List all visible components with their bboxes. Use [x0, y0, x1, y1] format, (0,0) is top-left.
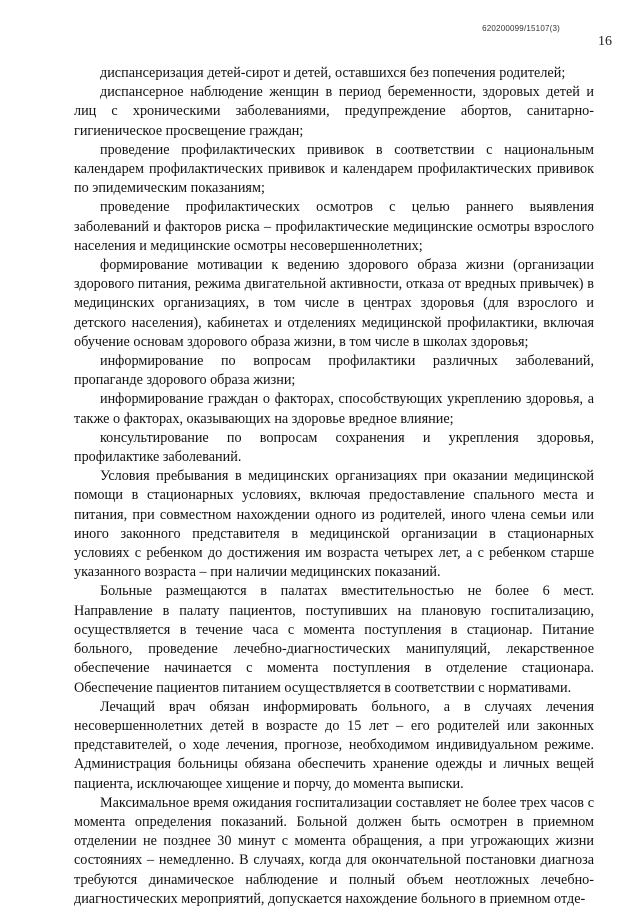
paragraph: формирование мотивации к ведению здорового образа жизни (организации здорового питания, режима двигательной активности, отказа от вредных привычек) в медицинских организациях, в том числе в центрах здоровья (для взрослого и детского населения), кабинетах и отделениях медицинской профилактики, включая обучение основам здорового образа жизни, в том числе в школах здоровья; [74, 257, 594, 350]
paragraph: диспансерное наблюдение женщин в период беременности, здоровых детей и лиц с хроническими заболеваниями, предупреждение абортов, санитарно-гигиеническое просвещение граждан; [74, 84, 594, 139]
paragraph: проведение профилактических осмотров с целью раннего выявления заболеваний и факторов риска – профилактические медицинские осмотры взрослого населения и медицинские осмотры несовершеннолетних; [74, 199, 594, 254]
paragraph: информирование по вопросам профилактики различных заболеваний, пропаганде здорового образа жизни; [74, 353, 594, 389]
paragraph: консультирование по вопросам сохранения и укрепления здоровья, профилактике заболеваний. [74, 429, 594, 466]
paragraph: проведение профилактических прививок в соответствии с национальным календарем профилактических прививок и календарем профилактических прививок по эпидемическим показаниям; [74, 141, 594, 197]
page-number: 16 [598, 34, 612, 49]
paragraph: Больные размещаются в палатах вместительностью не более 6 мест. Направление в палату пациентов, поступивших на плановую госпитализацию, осуществляется в течение часа с момента поступления в стационар. Питание больного, проведение лечебно-диагностических манипуляций, лекарственное обеспечение начинается с момента поступления в отделение стационара. Обеспечение пациентов питанием осуществляется в соответствии с нормативами. [74, 583, 594, 696]
paragraph: Условия пребывания в медицинских организациях при оказании медицинской помощи в стационарных условиях, включая предоставление спального места и питания, при совместном нахождении одного из родителей, иного члена семьи или иного законного представителя в медицинской организации в стационарных условиях с ребенком до достижения им возраста четырех лет, а с ребенком старше указанного возраста – при наличии медицинских показаний. [74, 468, 594, 581]
paragraph: Максимальное время ожидания госпитализации составляет не более трех часов с момента определения показаний. Больной должен быть осмотрен в приемном отделении не позднее 30 минут с момента обращения, а при угрожающих жизни состояниях – немедленно. В случаях, когда для окончательной постановки диагноза требуются динамическое наблюдение и полный объем неотложных лечебно-диагностических мероприятий, допускается нахождение больного в приемном отде- [74, 794, 594, 907]
paragraph: диспансеризация детей-сирот и детей, оставшихся без попечения родителей; [100, 65, 566, 81]
paragraph: информирование граждан о факторах, способствующих укреплению здоровья, а также о факторах, оказывающих на здоровье вредное влияние; [74, 391, 594, 427]
paragraph: Лечащий врач обязан информировать больного, а в случаях лечения несовершеннолетних детей в возрасте до 15 лет – его родителей или законных представителей, о ходе лечения, прогнозе, необходимом индивидуальном режиме. Администрация больницы обязана обеспечить хранение одежды и личных вещей пациента, исключающее хищение и порчу, до момента выписки. [74, 698, 594, 792]
body-text [74, 64, 594, 909]
document-code: 620200099/15107(3) [482, 24, 560, 33]
